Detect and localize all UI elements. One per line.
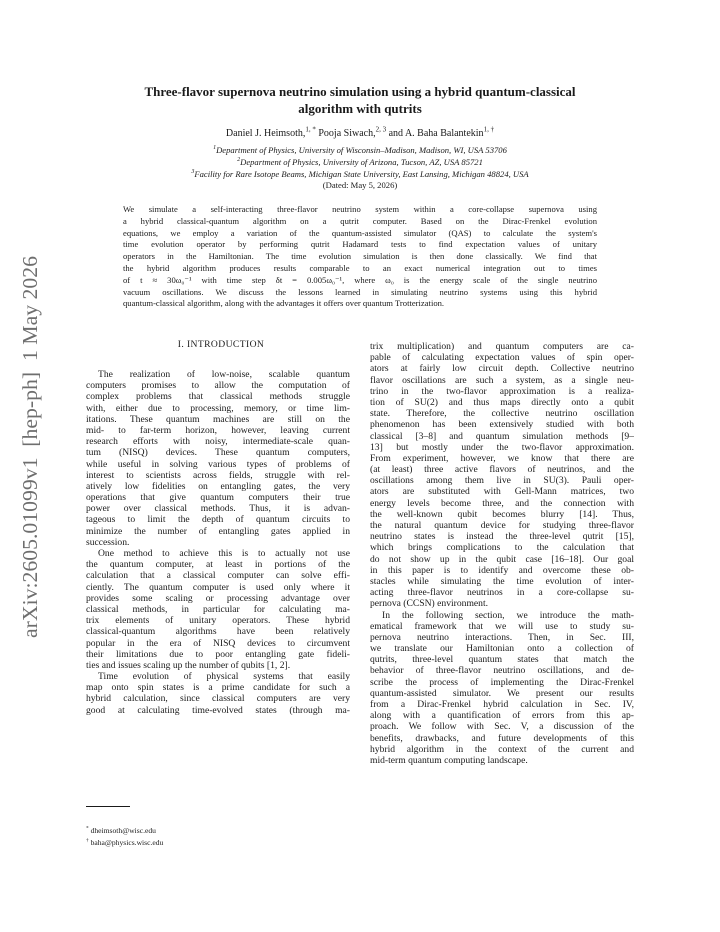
footnote-email-link[interactable]: baha@physics.wisc.edu (90, 837, 164, 847)
affiliation-3-text: Facility for Rare Isotope Beams, Michigan State University, East Lansing, Michigan 48824, USA (194, 168, 529, 179)
body-text-line: classical-quantum algorithms have been relatively (86, 626, 350, 638)
body-text-line: popular in the era of NISQ devices to circumvent (86, 637, 350, 649)
affiliation-2 (80, 157, 640, 169)
body-text-line: mid- to far-term horizon, however, leaving current (86, 424, 350, 436)
abstract-line: operators in the Hamiltonian. The time evolution simulation is then done classically. We find that (123, 251, 597, 262)
affiliation-2-text: Department of Physics, University of Arizona, Tucson, AZ, USA 85721 (240, 156, 483, 167)
affiliation-1 (80, 145, 640, 157)
abstract-line: We simulate a self-interacting three-flavor neutrino system within a core-collapse supernova using (123, 204, 597, 214)
body-text-line: classical [3–8] and quantum simulation methods [9– (370, 430, 634, 442)
body-text-line: behavior of three-flavor neutrino oscillations, and de- (370, 665, 634, 677)
body-text-line: computers promises to allow the computation of (86, 380, 350, 392)
affiliation-2-num: 2 (237, 156, 241, 163)
footnote (86, 825, 350, 837)
abstract (123, 204, 597, 310)
author-1: Daniel J. Heimsoth, (225, 128, 306, 139)
body-text-line: The realization of low-noise, scalable quantum (98, 369, 350, 380)
body-text-line: research efforts with noisy, intermediate-scale quan- (86, 436, 350, 448)
body-text-line: 13] but mostly under the two-flavor approximation. (370, 441, 634, 453)
body-text-line: quantum-assisted simulator. We present our results (370, 687, 634, 699)
body-text-line: which brings complications to the calculation that (370, 542, 634, 554)
abstract-line: vacuum oscillations. We discuss the lessons learned in simulating neutrino systems using this hybrid (123, 286, 597, 297)
body-text-line: we translate our Hamiltonian onto a collection of (370, 643, 634, 655)
body-text-line: ematical framework that we will use to study su- (370, 620, 634, 632)
title-line-1: Three-flavor supernova neutrino simulation using a hybrid quantum-classical (144, 84, 576, 99)
body-text-line: ciently. The quantum computer is used only where it (86, 581, 350, 593)
affiliation-3 (80, 169, 640, 181)
body-text-line: in this paper is to identify and overcome these ob- (370, 564, 634, 576)
abstract-line: of t ≈ 30ω₀⁻¹ with time step δt = 0.005ω₀⁻¹, where ω₀ is the energy scale of the single neutrino (123, 274, 597, 285)
body-text-line: minimize the number of entangling gates applied in (86, 525, 350, 537)
right-column (370, 341, 634, 766)
body-text-line: provides some scaling or processing advantage over (86, 592, 350, 604)
body-text-line: the natural quantum device for studying three-flavor (370, 520, 634, 531)
body-text-line: tum (NISQ) devices. These quantum computers, (86, 447, 350, 459)
body-text-line: the quantum computer, at least in portions of the (86, 559, 350, 571)
left-column (86, 369, 350, 716)
abstract-line: equations, we employ a variation of the quantum-assisted simulator (QAS) to calculate the system's (123, 227, 597, 238)
body-text-line: with, either due to processing, memory, or time lim- (86, 402, 350, 414)
abstract-line: the hybrid algorithm produces results comparable to an exact numerical integration out to times (123, 262, 597, 273)
body-text-line: the well-known qubit becomes blurry [14]. Thus, (370, 508, 634, 520)
body-text-line: map onto spin states is a prime candidate for such a (86, 682, 350, 694)
body-text-line: state. Therefore, the collective neutrino oscillation (370, 408, 634, 420)
body-text-line: ators at fairly low circuit depth. Collective neutrino (370, 363, 634, 375)
body-text-line: tion of SU(2) and thus maps directly onto a qubit (370, 396, 634, 408)
affiliations (80, 145, 640, 192)
body-text-line: From experiment, however, we know that there are (370, 452, 634, 464)
abstract-line: a hybrid classical-quantum algorithm on a qutrit computer. Based on the Dirac-Frenkel evolution (123, 215, 597, 226)
author-3: and A. Baha Balantekin (388, 128, 484, 139)
body-text-line: pable of calculating expectation values of spin oper- (370, 352, 634, 364)
author-1-sup: 1, * (305, 125, 316, 134)
body-text-line: One method to achieve this is to actually not use (98, 548, 350, 559)
body-text-line: benefits, drawbacks, and future developments of this (370, 732, 634, 744)
body-text-line: while useful in solving various types of problems of (86, 458, 350, 470)
body-text-line: tageous to limit the depth of quantum circuits to (86, 514, 350, 526)
body-text-line: itations. These quantum machines are still on the (86, 413, 350, 425)
body-text-line: power over classical methods. Thus, it is advan- (86, 503, 350, 515)
body-text-line: acting three-flavor neutrinos in a core-collapse su- (370, 587, 634, 599)
body-text-line: atively low fidelities on entangling gates, the very (86, 480, 350, 492)
body-text-line: complex problems that classical methods struggle (86, 391, 350, 403)
body-text-line: (at least) three active flavors of neutrinos, and the (370, 464, 634, 476)
author-2: Pooja Siwach, (318, 128, 376, 139)
body-text-line: pernova neutrino interactions. Then, in Sec. III, (370, 631, 634, 643)
footnote-email-link[interactable]: dheimsoth@wisc.edu (90, 826, 156, 835)
body-text-line: Time evolution of physical systems that easily (98, 671, 350, 683)
author-list (80, 127, 640, 141)
footnotes (86, 825, 350, 848)
affiliation-1-num: 1 (213, 145, 217, 152)
body-text-line: calculation that a classical computer can solve effi- (86, 570, 350, 582)
body-text-line: operations that give quantum computers their true (86, 492, 350, 504)
body-text-line: ties and issues scaling up the number of qubits [1, 2]. (86, 659, 291, 671)
body-text-line: do not show up in the qubit case [16–18]. Our goal (370, 553, 634, 565)
body-text-line: scribe the process of implementing the Dirac-Frenkel (370, 676, 634, 688)
body-text-line: their limitations due to poor entangling gate fideli- (86, 648, 350, 660)
abstract-line: quantum-classical algorithm, along with the advantages it offers over quantum Trotterization. (123, 298, 445, 309)
body-text-line: succession. (86, 536, 130, 548)
body-text-line: classical methods, in particular for calculating ma- (86, 603, 350, 615)
footnote (86, 837, 350, 849)
body-text-line: neutrino states is instead the three-level qutrit [15], (370, 531, 634, 543)
footnote-mark: * (86, 825, 89, 832)
body-text-line: flavor oscillations are such a system, as a single neu- (370, 374, 634, 386)
dated-line: (Dated: May 5, 2026) (322, 180, 398, 191)
author-2-sup: 2, 3 (375, 125, 387, 134)
body-text-line: pernova (CCSN) environment. (370, 598, 489, 610)
body-text-line: qutrits, three-level quantum states that match the (370, 654, 634, 666)
title-line-2: algorithm with qutrits (298, 101, 422, 116)
abstract-line: time evolution operator by performing qutrit Hadamard tests to find expectation values of unitary (123, 239, 597, 250)
body-text-line: ators are substituted with Gell-Mann matrices, two (370, 486, 634, 498)
body-text-line: phenomenon has been extensively studied with both (370, 419, 634, 431)
footnote-mark: † (86, 837, 89, 844)
author-3-sup: 1, † (483, 125, 495, 134)
body-text-line: proach. We follow with Sec. V, a discussion of the (370, 721, 634, 733)
paper-title (80, 83, 640, 117)
body-text-line: stacles while simulating the time evolution of inter- (370, 575, 634, 587)
body-text-line: trix elements of unitary operators. These hybrid (86, 615, 350, 627)
arxiv-stamp (14, 250, 44, 650)
body-text-line: interest to scientists across fields, struggle with rel- (86, 469, 350, 481)
body-text-line: hybrid algorithm in the context of the current and (370, 743, 634, 755)
body-text-line: good at calculating time-evolved states (through ma- (86, 704, 350, 716)
arxiv-id-text: arXiv:2605.01099v1 [hep-ph] 1 May 2026 (18, 268, 42, 638)
body-text-line: along with a quantification of errors from this ap- (370, 710, 634, 722)
body-text-line: trix multiplication) and quantum computers are ca- (370, 341, 634, 352)
affiliation-1-text: Department of Physics, University of Wisconsin–Madison, Madison, WI, USA 53706 (216, 145, 507, 155)
body-text-line: oscillations among them live in SU(3). Pauli oper- (370, 475, 634, 487)
body-text-line: In the following section, we introduce the math- (382, 609, 634, 621)
body-text-line: mid-term quantum computing landscape. (370, 754, 528, 766)
body-text-line: hybrid calculation, since classical computers are very (86, 693, 350, 705)
body-text-line: trino in the two-flavor approximation is a realiza- (370, 385, 634, 397)
footnote-rule (86, 806, 130, 807)
body-text-line: from a Dirac-Frenkel hybrid calculation in Sec. IV, (370, 699, 634, 710)
body-text-line: energy levels become three, and the connection with (370, 497, 634, 509)
affiliation-3-num: 3 (191, 168, 195, 175)
section-heading: I. INTRODUCTION (177, 339, 265, 350)
